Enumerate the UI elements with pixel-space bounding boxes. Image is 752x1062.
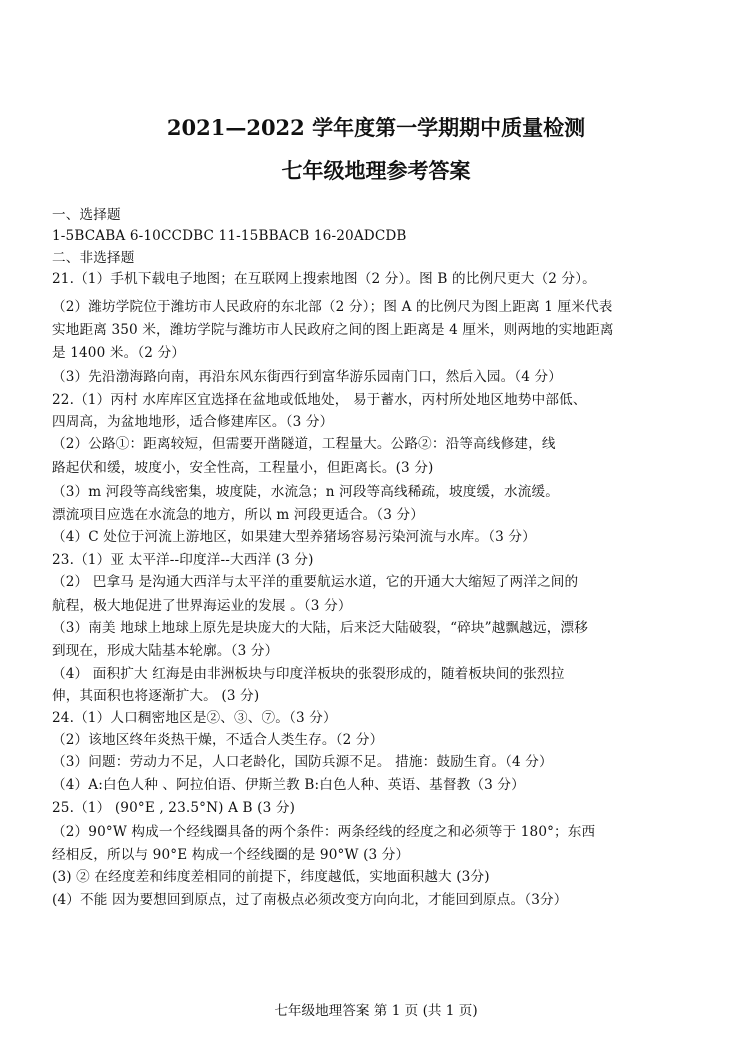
section-heading-choice: 一、选择题 — [52, 207, 121, 223]
answer-line: 21.（1）手机下载电子地图；在互联网上搜索地图（2 分）。图 B 的比例尺更大（2 分）。 — [52, 271, 596, 287]
answer-line: 漂流项目应选在水流急的地方，所以 m 河段更适合。（3 分） — [52, 507, 425, 523]
answer-line: （3）m 河段等高线密集，坡度陡，水流急；n 河段等高线稀疏，坡度缓，水流缓。 — [52, 484, 559, 500]
answer-line: 25.（1） (90°E , 23.5°N) A B (3 分) — [52, 800, 296, 816]
answer-line: 23.（1）亚 太平洋--印度洋--大西洋 (3 分) — [52, 552, 314, 568]
answer-line: （3）南美 地球上地球上原先是块庞大的大陆，后来泛大陆破裂，“碎块”越飘越远，漂移 — [52, 620, 588, 636]
section-heading-nonchoice: 二、非选择题 — [52, 250, 135, 266]
answer-line: （2）该地区终年炎热干燥，不适合人类生存。（2 分） — [52, 732, 384, 748]
answer-line: （2）公路①：距离较短，但需要开凿隧道，工程量大。公路②：沿等高线修建，线 — [52, 436, 556, 452]
choice-answers-line: 1-5BCABA 6-10CCDBC 11-15BBACB 16-20ADCDB — [52, 228, 407, 244]
answer-line: 是 1400 米。（2 分） — [52, 345, 186, 361]
answer-line: （2）90°W 构成一个经线圈具备的两个条件：两条经线的经度之和必须等于 180°；东西 — [52, 824, 596, 840]
answer-line: 22.（1）丙村 水库库区宜选择在盆地或低地处， 易于蓄水，丙村所处地区地势中部低、 — [52, 392, 587, 408]
answer-line: （2） 巴拿马 是沟通大西洋与太平洋的重要航运水道，它的开通大大缩短了两洋之间的 — [52, 574, 579, 590]
answer-line: 航程，极大地促进了世界海运业的发展 。（3 分） — [52, 598, 352, 614]
answer-line: （2）潍坊学院位于潍坊市人民政府的东北部（2 分）；图 A 的比例尺为图上距离 1 厘米代表 — [52, 299, 613, 315]
answer-line: 伸，其面积也将逐渐扩大。 (3 分) — [52, 688, 260, 704]
page-footer: 七年级地理答案 第 1 页 (共 1 页) — [274, 1003, 478, 1019]
document-subtitle: 七年级地理参考答案 — [281, 158, 471, 183]
answer-line: 24.（1）人口稠密地区是②、③、⑦。（3 分） — [52, 710, 337, 726]
answer-line: 四周高，为盆地地形，适合修建库区。（3 分） — [52, 414, 334, 430]
answer-line: （3）先沿渤海路向南，再沿东风东街西行到富华游乐园南门口，然后入园。（4 分） — [52, 369, 563, 385]
answer-line: (3) ② 在经度差和纬度差相同的前提下，纬度越低，实地面积越大 (3分) — [52, 869, 490, 885]
answer-line: (4）不能 因为要想回到原点，过了南极点必须改变方向向北，才能回到原点。（3分） — [52, 892, 568, 908]
document-title: 2021—2022 学年度第一学期期中质量检测 — [166, 115, 586, 140]
answer-line: （4）A:白色人种 、阿拉伯语、伊斯兰教 B:白色人种、英语、基督教（3 分） — [52, 777, 525, 793]
answer-line: 路起伏和缓，坡度小，安全性高，工程量小，但距离长。(3 分) — [52, 460, 434, 476]
answer-line: 到现在，形成大陆基本轮廓。（3 分） — [52, 643, 279, 659]
answer-line: （4） 面积扩大 红海是由非洲板块与印度洋板块的张裂形成的，随着板块间的张烈拉 — [52, 666, 565, 682]
answer-line: 实地距离 350 米，潍坊学院与潍坊市人民政府之间的图上距离是 4 厘米，则两地的实地距离 — [52, 322, 614, 338]
answer-line: （3）问题：劳动力不足，人口老龄化，国防兵源不足。 措施：鼓励生育。（4 分） — [52, 754, 553, 770]
answer-line: 经相反，所以与 90°E 构成一个经线圈的是 90°W (3 分） — [52, 847, 410, 863]
answer-line: （4）C 处位于河流上游地区，如果建大型养猪场容易污染河流与水库。（3 分） — [52, 529, 536, 545]
